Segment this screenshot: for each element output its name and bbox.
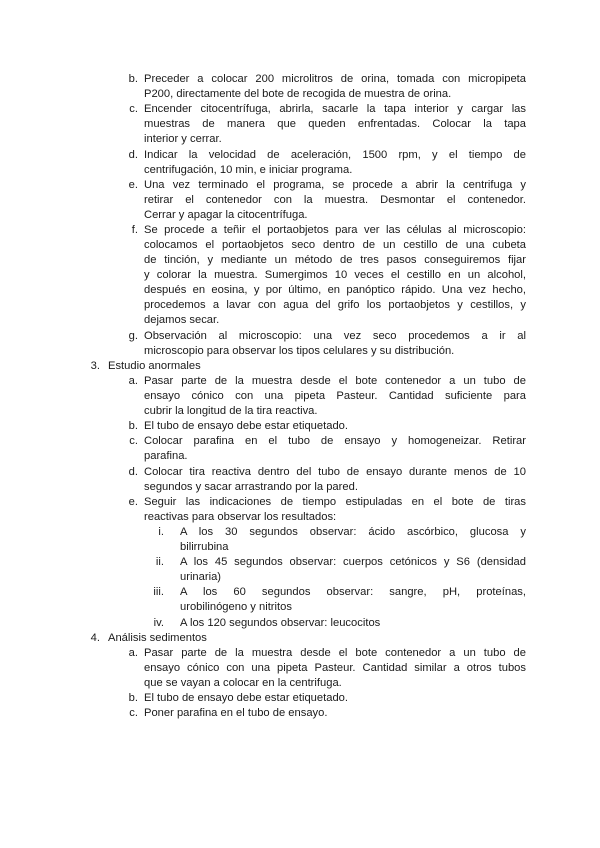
text-line: de tinción, y mediante un método de tres pasos conseguiremos fijar (144, 254, 526, 266)
text-line: microscopio para observar los tipos celulares y su distribución. (144, 344, 455, 357)
list-item-text (180, 585, 526, 615)
section-number: 3. (90, 359, 100, 372)
list-item-text (180, 555, 526, 585)
text-line: A los 30 segundos observar: ácido ascórbico, glucosa y (180, 526, 526, 538)
section-heading (86, 631, 408, 646)
text-line: procedemos a lavar con agua del grifo los portaobjetos y cestillos, y (144, 299, 526, 311)
list-item (121, 691, 526, 706)
list-marker: a. (128, 375, 138, 387)
list-item (121, 223, 526, 328)
text-line: Preceder a colocar 200 microlitros de orina, tomada con micropipeta (144, 73, 526, 85)
list-item-text (144, 223, 526, 328)
list-item (121, 434, 526, 464)
list-marker: e. (128, 495, 138, 508)
list-item-text (180, 616, 526, 631)
sub-list-item (148, 555, 526, 585)
list-item-text (144, 72, 526, 102)
list-item-text (180, 525, 526, 555)
text-line: reactivas para observar los resultados: (144, 510, 337, 523)
list-item (121, 419, 526, 434)
text-line: y colorar la muestra. Sumergimos 10 veces el cestillo en un alcohol, (144, 269, 526, 281)
list-marker: ii. (155, 556, 164, 569)
text-line: Pasar parte de la muestra desde el bote contenedor a un tubo de (144, 646, 526, 659)
list-item-text (144, 691, 526, 706)
text-line: que se vayan a colocar en la centrifuga. (144, 676, 342, 689)
text-line: A los 60 segundos observar: sangre, pH, proteínas, (180, 586, 526, 599)
section-title: Análisis sedimentos (108, 631, 207, 644)
list-item (121, 374, 526, 419)
list-marker: i. (158, 526, 164, 538)
list-item (121, 706, 526, 721)
text-line: P200, directamente del bote de recogida de muestra de orina. (144, 88, 452, 100)
list-marker: c. (129, 435, 138, 448)
text-line: Se procede a teñir el portaobjetos para ver las células al microscopio: (144, 224, 526, 236)
list-item-text (144, 148, 526, 178)
list-item-text (144, 329, 526, 359)
list-item-text (144, 419, 526, 434)
text-line: después en eosina, y por último, en panóptico rápido. Una vez hecho, (144, 284, 526, 296)
list-marker: iii. (153, 586, 164, 599)
list-marker: iv. (153, 616, 164, 629)
text-line: Observación al microscopio: una vez seco procedemos a ir al (144, 329, 526, 342)
text-line: Seguir las indicaciones de tiempo estipuladas en el bote de tiras (144, 495, 526, 508)
list-marker: b. (128, 692, 138, 705)
text-line: colocamos el portaobjetos seco dentro de un cestillo de una cubeta (144, 239, 526, 251)
text-line: A los 120 segundos observar: leucocitos (180, 616, 381, 629)
list-marker: c. (129, 103, 138, 116)
list-marker: d. (128, 465, 138, 478)
list-item (121, 102, 526, 147)
sub-list-item (148, 525, 526, 555)
list-item (121, 465, 526, 495)
text-line: retirar el contenedor con la muestra. Desmontar el contenedor. (144, 193, 526, 206)
list-marker: b. (128, 420, 138, 433)
text-line: urinaria) (180, 571, 222, 584)
text-line: cubrir la longitud de la tira reactiva. (144, 405, 318, 417)
list-item (121, 72, 526, 102)
list-item-text (144, 495, 526, 525)
list-item-text (144, 102, 526, 147)
text-line: Encender citocentrífuga, abrirla, sacarle la tapa interior y cargar las (144, 103, 526, 116)
list-item-text (144, 178, 526, 223)
text-line: A los 45 segundos observar: cuerpos cetónicos y S6 (densidad (180, 556, 526, 569)
list-item (121, 495, 526, 525)
section-title: Estudio anormales (108, 359, 201, 372)
text-line: bilirrubina (180, 541, 229, 553)
list-item-text (144, 374, 526, 419)
text-line: parafina. (144, 450, 188, 463)
text-line: dejamos secar. (144, 314, 220, 326)
list-item (121, 178, 526, 223)
list-item (121, 148, 526, 178)
list-item (121, 646, 526, 691)
list-marker: f. (131, 224, 138, 236)
text-line: El tubo de ensayo debe estar etiquetado. (144, 692, 349, 705)
text-line: ensayo cónico con una pipeta Pasteur. Cantidad suficiente para (144, 390, 526, 402)
text-line: Una vez terminado el programa, se procede a abrir la centrifuga y (144, 178, 526, 191)
text-line: El tubo de ensayo debe estar etiquetado. (144, 420, 349, 433)
section-number: 4. (90, 631, 100, 644)
text-line: ensayo cónico con una pipeta Pasteur. Cantidad similar a otros tubos (144, 661, 526, 674)
text-line: Indicar la velocidad de aceleración, 1500 rpm, y el tiempo de (144, 148, 526, 161)
list-item-text (144, 465, 526, 495)
list-item-text (144, 646, 526, 691)
sub-list-item (148, 585, 526, 615)
text-line: centrifugación, 10 min, e iniciar programa. (144, 163, 353, 176)
text-line: Colocar parafina en el tubo de ensayo y homogeneizar. Retirar (144, 435, 526, 448)
list-marker: d. (128, 148, 138, 161)
text-line: muestras de manera que queden enfrentadas. Colocar la tapa (144, 118, 526, 131)
text-line: segundos y sacar arrastrando por la pared. (144, 480, 358, 493)
list-item (121, 329, 526, 359)
text-line: Poner parafina en el tubo de ensayo. (144, 707, 328, 720)
sub-list-item (148, 616, 526, 631)
text-line: Colocar tira reactiva dentro del tubo de ensayo durante menos de 10 (144, 465, 526, 478)
list-marker: c. (129, 707, 138, 720)
list-item-text (144, 706, 526, 721)
list-marker: a. (128, 646, 138, 659)
section-heading (86, 359, 408, 374)
list-marker: e. (128, 178, 138, 191)
list-item-text (144, 434, 526, 464)
list-marker: b. (128, 73, 138, 85)
text-line: Cerrar y apagar la citocentrífuga. (144, 208, 308, 221)
text-line: Pasar parte de la muestra desde el bote contenedor a un tubo de (144, 375, 526, 387)
text-line: interior y cerrar. (144, 133, 222, 146)
list-marker: g. (128, 329, 138, 342)
text-line: urobilinógeno y nitritos (180, 601, 292, 614)
